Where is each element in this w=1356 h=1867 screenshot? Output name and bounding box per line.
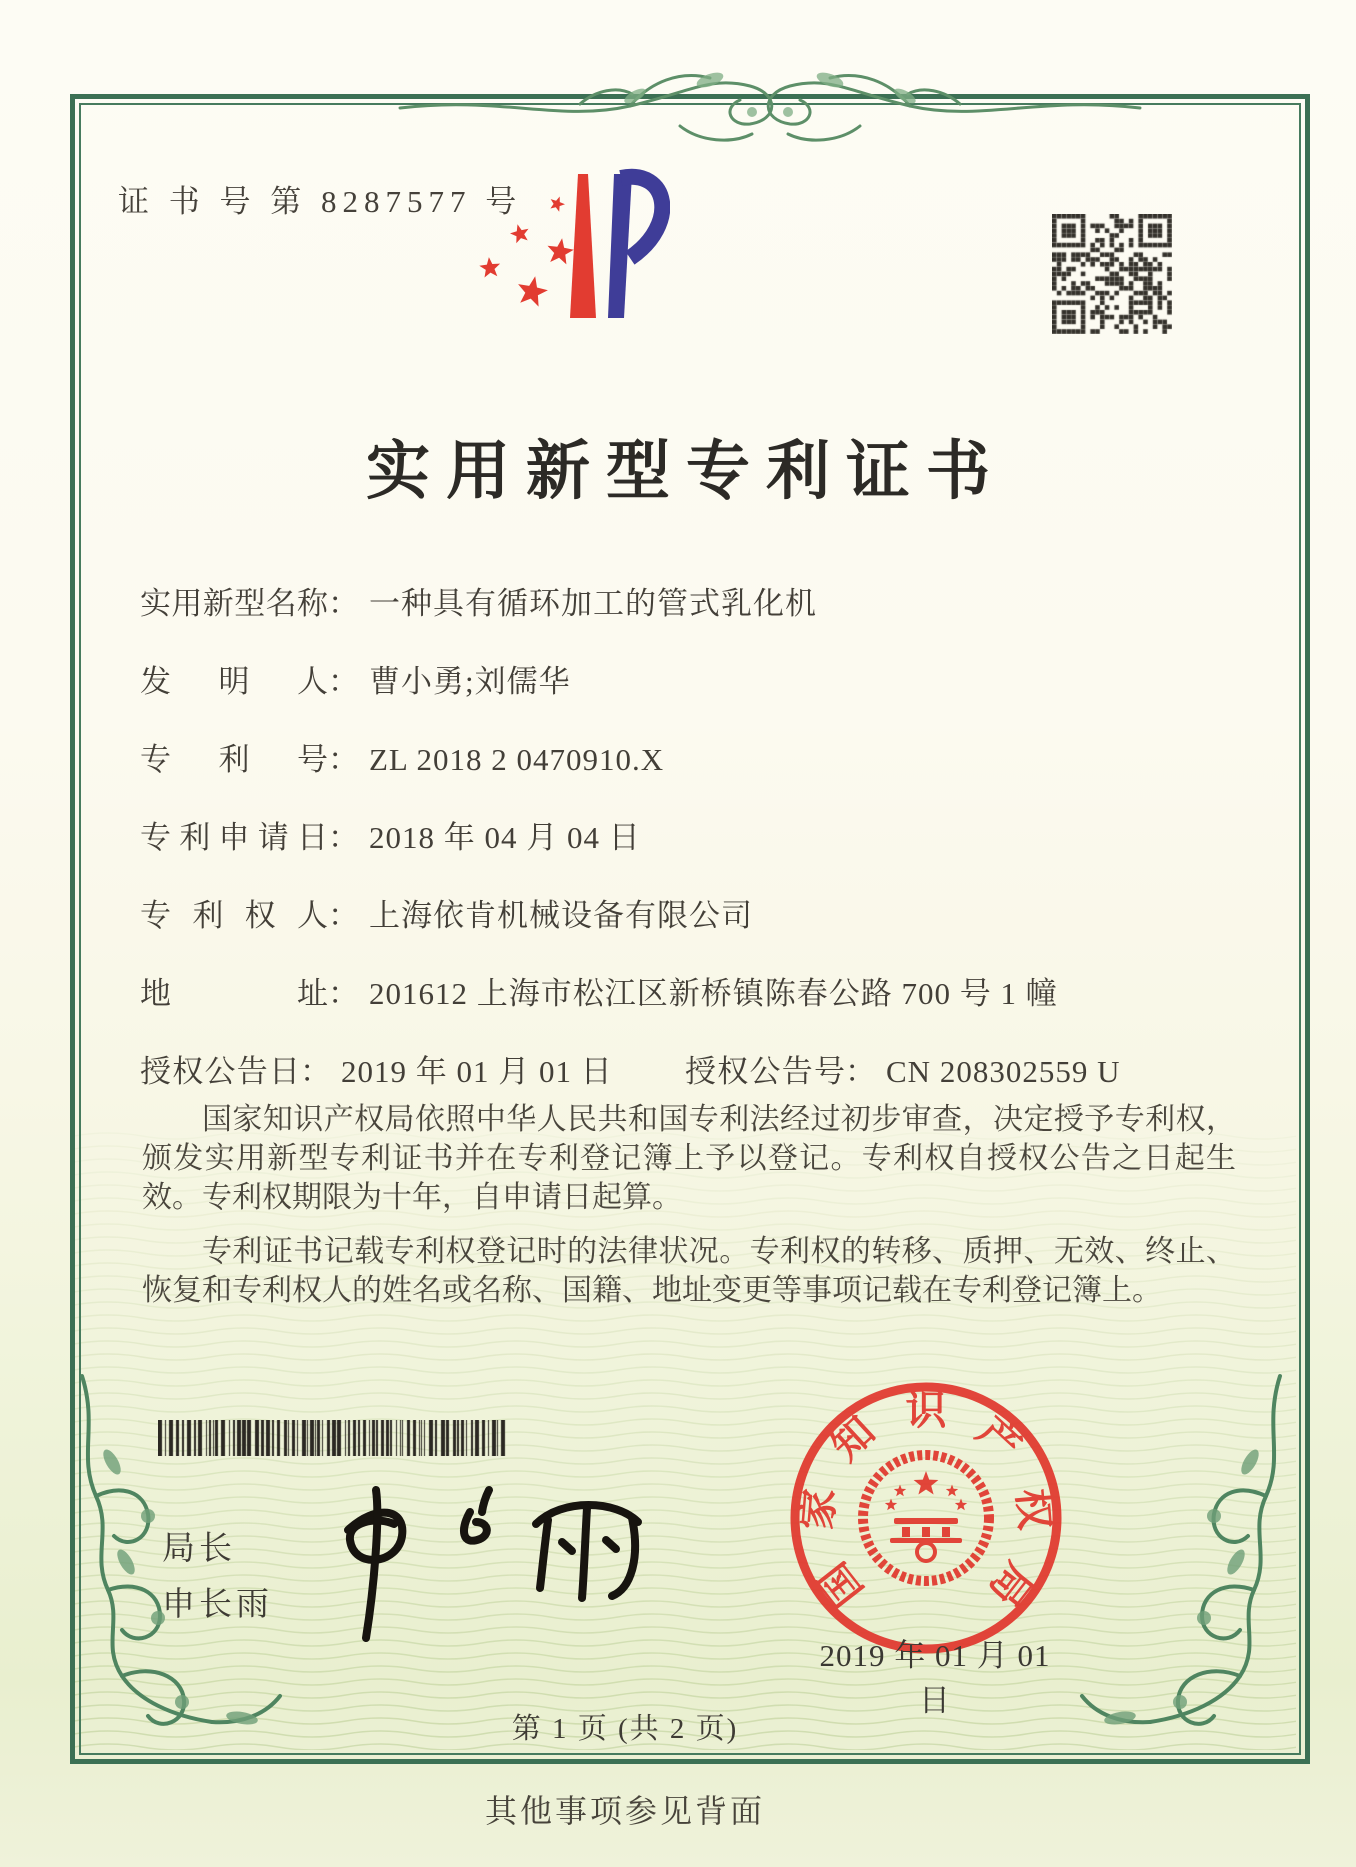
field-label: 发明人	[140, 664, 328, 699]
logo-red-wedge	[570, 174, 596, 318]
field-label: 专利号	[140, 742, 328, 777]
field-grant-row	[140, 1046, 1121, 1091]
svg-text:家: 家	[793, 1486, 843, 1532]
field-colon: ：	[328, 664, 359, 699]
seal-date: 2019 年 01 月 01 日	[819, 1638, 1051, 1718]
barcode	[158, 1420, 506, 1456]
field-colon: ：	[328, 586, 359, 621]
grant-number-value: CN 208302559 U	[886, 1054, 1121, 1089]
grant-number-label: 授权公告号	[685, 1054, 845, 1089]
certificate-title: 实用新型专利证书	[366, 436, 1006, 507]
logo-stars	[479, 197, 574, 307]
field-label: 地址	[140, 976, 328, 1011]
field-inventors	[140, 656, 571, 701]
field-utility-model-name	[140, 578, 817, 623]
director-name: 申长雨	[162, 1585, 273, 1622]
director-title: 局长	[162, 1529, 236, 1566]
field-value: 曹小勇;刘儒华	[369, 664, 571, 699]
legal-paragraph-1: 国家知识产权局依照中华人民共和国专利法经过初步审查，决定授予专利权，颁发实用新型专利证书并在专利登记簿上予以登记。专利权自授权公告之日起生效。专利权期限为十年，自申请日起算。	[142, 1103, 1236, 1214]
field-address	[140, 968, 1058, 1013]
back-side-note: 其他事项参见背面	[484, 1793, 765, 1829]
page-number: 第 1 页 (共 2 页)	[511, 1713, 739, 1745]
svg-text:国: 国	[810, 1554, 872, 1615]
grant-date-value: 2019 年 01 月 01 日	[341, 1054, 613, 1089]
legal-paragraphs	[142, 1100, 1236, 1325]
field-patent-number	[140, 734, 664, 779]
svg-text:局: 局	[980, 1554, 1042, 1615]
logo-blue-stem	[608, 174, 632, 318]
legal-paragraph-2: 专利证书记载专利权登记时的法律状况。专利权的转移、质押、无效、终止、恢复和专利权人的姓名或名称、国籍、地址变更等事项记载在专利登记簿上。	[142, 1235, 1236, 1307]
director-signature	[310, 1478, 670, 1650]
field-label: 实用新型名称	[140, 586, 328, 621]
qr-code	[1052, 214, 1172, 334]
svg-text:产: 产	[968, 1407, 1030, 1470]
field-value: 2018 年 04 月 04 日	[369, 820, 641, 855]
field-label: 专利权人	[140, 898, 328, 933]
field-colon: ：	[328, 976, 359, 1011]
grant-number-group	[685, 1046, 1120, 1091]
field-value: 201612 上海市松江区新桥镇陈春公路 700 号 1 幢	[369, 976, 1058, 1011]
field-filing-date	[140, 812, 641, 857]
field-colon: ：	[845, 1054, 876, 1089]
svg-text:权: 权	[1009, 1486, 1059, 1532]
field-patentee	[140, 890, 753, 935]
grant-date-label: 授权公告日	[140, 1054, 300, 1089]
cnipa-patent-logo	[458, 162, 670, 330]
field-value: ZL 2018 2 0470910.X	[369, 742, 665, 777]
svg-text:识: 识	[905, 1387, 947, 1433]
field-label: 专利申请日	[140, 820, 328, 855]
svg-text:知: 知	[822, 1407, 884, 1470]
field-value: 上海依肯机械设备有限公司	[369, 898, 753, 933]
field-colon: ：	[328, 820, 359, 855]
field-colon: ：	[328, 898, 359, 933]
certificate-number: 证 书 号 第 8287577 号	[118, 184, 523, 219]
cnipa-seal	[780, 1372, 1072, 1664]
seal-national-emblem	[863, 1455, 989, 1581]
field-value: 一种具有循环加工的管式乳化机	[369, 586, 817, 621]
field-colon: ：	[328, 742, 359, 777]
field-colon: ：	[300, 1054, 331, 1089]
